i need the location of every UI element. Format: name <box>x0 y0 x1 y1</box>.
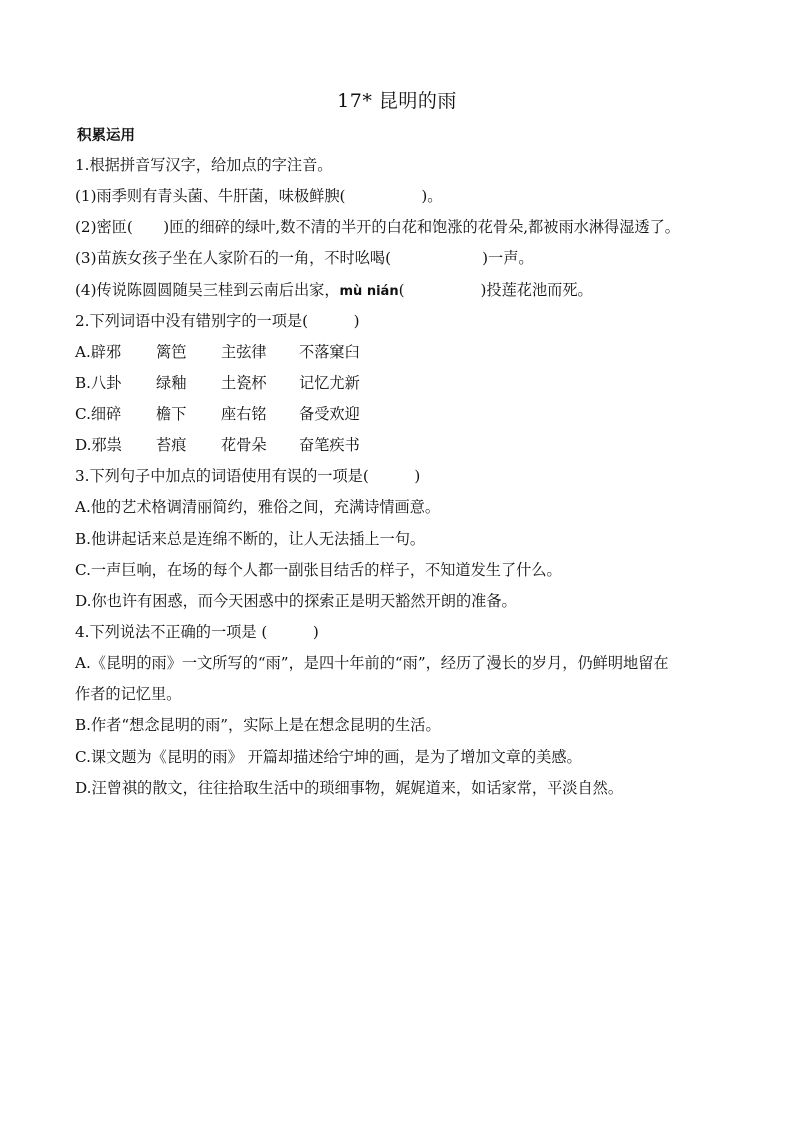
q4-option-b: B.作者“想念昆明的雨”，实际上是在想念昆明的生活。 <box>75 716 441 734</box>
q4-option-a-line1: A.《昆明的雨》一文所写的“雨”，是四十年前的“雨”，经历了漫长的岁月，仍鲜明地留在 <box>75 654 669 672</box>
q2-option-cell: D.邪祟 <box>75 436 122 454</box>
q2-stem: 2.下列词语中没有错别字的一项是( ) <box>75 312 360 330</box>
q1-item-4-text-end: ( )投莲花池而死。 <box>398 281 593 299</box>
q1-item-2: (2)密匝( )匝的细碎的绿叶,数不清的半开的白花和饱涨的花骨朵,都被雨水淋得湿透了。 <box>75 218 680 236</box>
section-label: 积累运用 <box>77 127 135 144</box>
q2-option-cell: 绿釉 <box>156 374 187 392</box>
q3-option-a: A.他的艺术格调清丽简约，雅俗之间，充满诗情画意。 <box>75 498 441 516</box>
q3-option-c: C.一声巨响，在场的每个人都一副张目结舌的样子，不知道发生了什么。 <box>75 561 562 579</box>
q2-option-cell: A.辟邪 <box>75 343 122 361</box>
q3-stem: 3.下列句子中加点的词语使用有误的一项是( ) <box>75 467 421 485</box>
q2-option-cell: 花骨朵 <box>221 436 267 454</box>
q2-option-cell: 不落窠臼 <box>299 343 360 361</box>
q2-option-cell: 备受欢迎 <box>299 405 360 423</box>
q1-item-3: (3)苗族女孩子坐在人家阶石的一角，不时吆喝( )一声。 <box>75 249 534 267</box>
q2-option-cell: 篱笆 <box>156 343 187 361</box>
q1-item-1: (1)雨季则有青头菌、牛肝菌，味极鲜腴( )。 <box>75 187 443 205</box>
q2-option-cell: 土瓷杯 <box>221 374 267 392</box>
q2-option-cell: 座右铭 <box>221 405 267 423</box>
page-title: 17* 昆明的雨 <box>337 90 457 112</box>
q1-item-4-pinyin: mù nián <box>339 284 399 299</box>
q2-option-cell: 奋笔疾书 <box>299 436 360 454</box>
q2-option-cell: 苔痕 <box>156 436 187 454</box>
q4-option-a-line2: 作者的记忆里。 <box>75 685 182 703</box>
q2-option-cell: C.细碎 <box>75 405 122 423</box>
q3-option-b: B.他讲起话来总是连绵不断的，让人无法插上一句。 <box>75 530 426 548</box>
q1-item-4-text: (4)传说陈圆圆随吴三桂到云南后出家， <box>75 281 340 299</box>
q1-stem: 1.根据拼音写汉字，给加点的字注音。 <box>75 156 333 174</box>
q1-item-4 <box>75 280 593 302</box>
q3-option-d: D.你也许有困惑，而今天困惑中的探索正是明天豁然开朗的准备。 <box>75 592 517 610</box>
q4-option-d: D.汪曾祺的散文，往往拾取生活中的琐细事物，娓娓道来，如话家常，平淡自然。 <box>75 779 624 797</box>
q2-option-cell: 主弦律 <box>221 343 267 361</box>
q2-option-cell: 檐下 <box>156 405 187 423</box>
q4-stem: 4.下列说法不正确的一项是 ( ) <box>75 623 319 641</box>
q4-option-c: C.课文题为《昆明的雨》 开篇却描述给宁坤的画，是为了增加文章的美感。 <box>75 748 582 766</box>
q2-option-cell: B.八卦 <box>75 374 122 392</box>
q2-option-cell: 记忆尤新 <box>299 374 360 392</box>
